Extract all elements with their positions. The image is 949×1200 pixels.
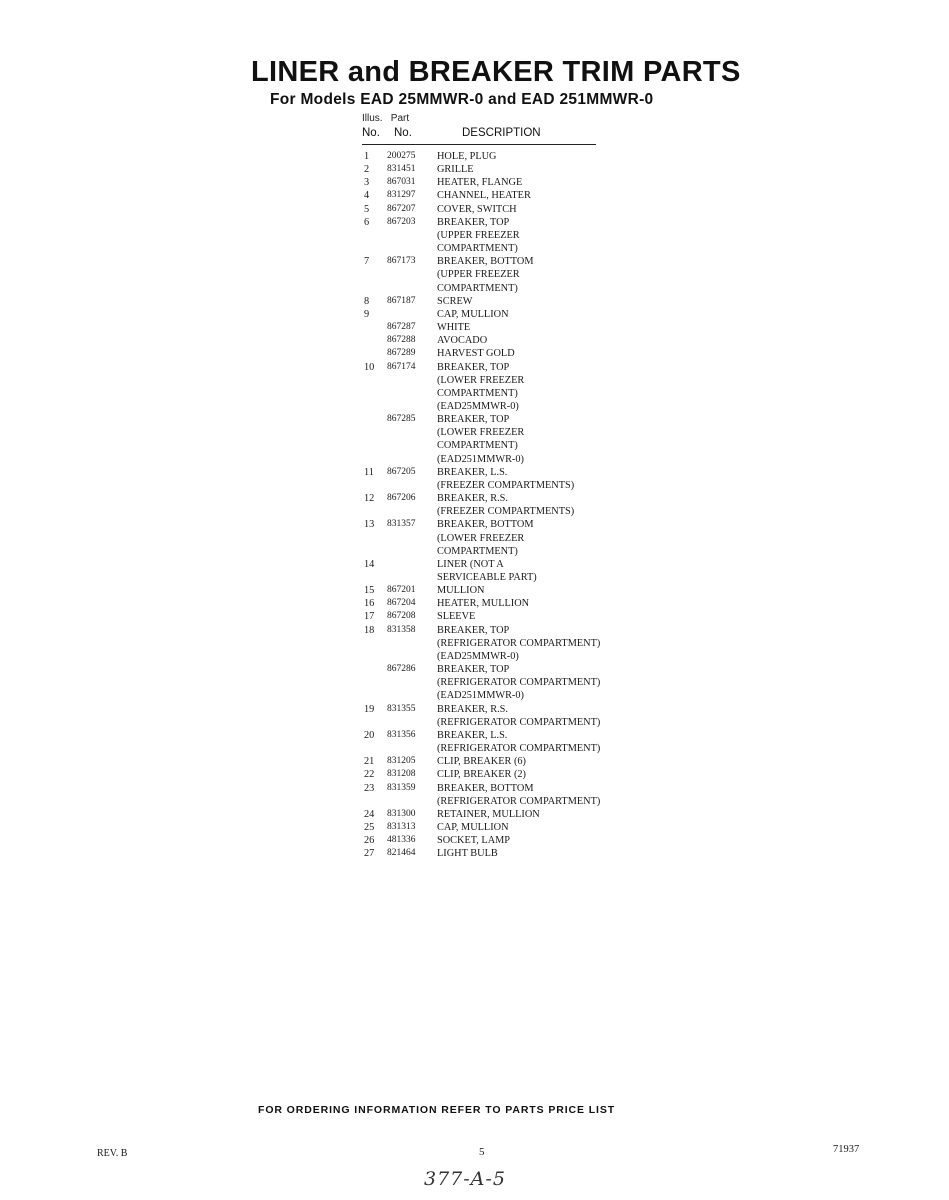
description-cell: BREAKER, TOP xyxy=(437,216,510,228)
part-no-cell: 831313 xyxy=(387,821,416,832)
illus-no-cell: 11 xyxy=(364,466,374,478)
description-cell: CAP, MULLION xyxy=(437,821,509,833)
description-cell: AVOCADO xyxy=(437,335,488,347)
page-title: LINER and BREAKER TRIM PARTS xyxy=(251,56,741,88)
description-header-label: DESCRIPTION xyxy=(462,127,541,139)
part-no-cell: 200275 xyxy=(387,151,416,161)
description-cell: (UPPER FREEZER xyxy=(437,269,520,281)
part-no-cell: 821464 xyxy=(387,848,416,859)
description-cell: BREAKER, BOTTOM xyxy=(437,256,534,268)
part-no-cell: 481336 xyxy=(387,835,416,846)
part-no-cell: 831300 xyxy=(387,808,416,819)
description-cell: (REFRIGERATOR COMPARTMENT) xyxy=(437,795,601,807)
description-cell: CLIP, BREAKER (6) xyxy=(437,756,526,768)
description-cell: (FREEZER COMPARTMENTS) xyxy=(437,506,575,518)
description-cell: CAP, MULLION xyxy=(437,308,509,320)
description-cell: (EAD251MMWR-0) xyxy=(437,453,524,465)
illus-header-label: Illus. xyxy=(362,113,383,124)
description-cell: (LOWER FREEZER xyxy=(437,427,525,439)
description-cell: (REFRIGERATOR COMPARTMENT) xyxy=(437,637,601,649)
part-no-cell: 867174 xyxy=(387,361,416,372)
part-no-cell: 867204 xyxy=(387,598,416,609)
description-cell: (REFRIGERATOR COMPARTMENT) xyxy=(437,677,601,689)
description-cell: WHITE xyxy=(437,322,471,334)
illus-no-cell: 18 xyxy=(364,624,375,636)
description-cell: LINER (NOT A xyxy=(437,558,504,570)
description-cell: (EAD25MMWR-0) xyxy=(437,400,519,412)
part-no-cell: 831356 xyxy=(387,729,416,740)
description-cell: BREAKER, TOP xyxy=(437,361,510,373)
part-no-cell: 831357 xyxy=(387,519,416,530)
illus-no-cell: 2 xyxy=(364,164,370,176)
illus-no-cell: 17 xyxy=(364,611,375,623)
description-cell: COMPARTMENT) xyxy=(437,387,518,399)
illus-no-cell: 16 xyxy=(364,598,375,610)
description-cell: CHANNEL, HEATER xyxy=(437,190,531,202)
description-cell: (EAD251MMWR-0) xyxy=(437,690,524,702)
page-number: 5 xyxy=(479,1146,485,1158)
illus-no-cell: 22 xyxy=(364,769,375,781)
description-cell: BREAKER, BOTTOM xyxy=(437,782,534,794)
illus-no-cell: 4 xyxy=(364,190,370,202)
table-header-line2 xyxy=(362,127,596,145)
description-cell: HEATER, MULLION xyxy=(437,598,530,610)
illus-no-cell: 1 xyxy=(364,151,370,162)
part-no-cell: 867289 xyxy=(387,348,416,359)
description-cell: BREAKER, BOTTOM xyxy=(437,519,534,531)
part-no-header-label: No. xyxy=(394,127,412,139)
illus-no-cell: 24 xyxy=(364,808,375,820)
part-no-cell: 867287 xyxy=(387,322,416,333)
part-no-cell: 867288 xyxy=(387,335,416,346)
description-cell: SERVICEABLE PART) xyxy=(437,572,537,583)
illus-no-cell: 27 xyxy=(364,848,375,860)
part-no-cell: 831205 xyxy=(387,756,416,767)
revision-label: REV. B xyxy=(97,1148,128,1159)
document-number: 71937 xyxy=(833,1144,860,1155)
illus-no-cell: 10 xyxy=(364,361,375,373)
description-cell: (REFRIGERATOR COMPARTMENT) xyxy=(437,716,601,728)
description-cell: COMPARTMENT) xyxy=(437,243,518,255)
illus-no-cell: 25 xyxy=(364,821,375,833)
part-no-cell: 831358 xyxy=(387,624,416,635)
description-cell: COVER, SWITCH xyxy=(437,203,517,215)
description-cell: SOCKET, LAMP xyxy=(437,835,511,847)
description-cell: HARVEST GOLD xyxy=(437,348,515,360)
description-cell: (UPPER FREEZER xyxy=(437,229,520,241)
description-cell: HEATER, FLANGE xyxy=(437,177,523,189)
part-no-cell: 831355 xyxy=(387,703,416,714)
description-cell: COMPARTMENT) xyxy=(437,282,518,294)
description-cell: LIGHT BULB xyxy=(437,848,498,860)
description-cell: CLIP, BREAKER (2) xyxy=(437,769,526,781)
description-cell: BREAKER, L.S. xyxy=(437,466,508,478)
description-cell: (LOWER FREEZER xyxy=(437,374,525,386)
part-no-cell: 867205 xyxy=(387,466,416,477)
part-no-cell: 831451 xyxy=(387,164,416,175)
description-cell: HOLE, PLUG xyxy=(437,151,497,162)
description-cell: BREAKER, L.S. xyxy=(437,729,508,741)
part-no-cell: 867286 xyxy=(387,664,416,675)
part-no-cell: 867206 xyxy=(387,493,416,504)
description-cell: BREAKER, TOP xyxy=(437,664,510,676)
illus-no-cell: 26 xyxy=(364,835,375,847)
part-no-cell: 867031 xyxy=(387,177,416,188)
part-no-cell: 867187 xyxy=(387,295,416,306)
description-cell: (EAD25MMWR-0) xyxy=(437,650,519,662)
illus-no-cell: 21 xyxy=(364,756,375,768)
description-cell: (FREEZER COMPARTMENTS) xyxy=(437,479,575,491)
illus-no-cell: 8 xyxy=(364,295,370,307)
models-subtitle: For Models EAD 25MMWR-0 and EAD 251MMWR-0 xyxy=(270,91,654,108)
description-cell: COMPARTMENT) xyxy=(437,440,518,452)
illus-no-cell: 14 xyxy=(364,558,375,570)
description-cell: BREAKER, TOP xyxy=(437,624,510,636)
table-header-line1 xyxy=(362,113,409,124)
illus-no-cell: 9 xyxy=(364,308,370,320)
part-no-cell: 831359 xyxy=(387,782,416,793)
part-header-label: Part xyxy=(390,113,410,124)
description-cell: (LOWER FREEZER xyxy=(437,532,525,544)
illus-no-cell: 7 xyxy=(364,256,370,268)
ordering-note: FOR ORDERING INFORMATION REFER TO PARTS PRICE LIST xyxy=(258,1104,616,1116)
description-cell: BREAKER, TOP xyxy=(437,414,510,426)
description-cell: SCREW xyxy=(437,295,473,307)
illus-no-cell: 3 xyxy=(364,177,370,189)
description-cell: RETAINER, MULLION xyxy=(437,808,540,820)
part-no-cell: 831297 xyxy=(387,190,416,201)
illus-no-cell: 5 xyxy=(364,203,370,215)
description-cell: GRILLE xyxy=(437,164,474,176)
part-no-cell: 867173 xyxy=(387,256,416,267)
handwritten-note: 377-A-5 xyxy=(424,1168,506,1190)
part-no-cell: 867208 xyxy=(387,611,416,622)
description-cell: COMPARTMENT) xyxy=(437,545,518,557)
illus-no-cell: 23 xyxy=(364,782,375,794)
part-no-cell: 831208 xyxy=(387,769,416,780)
part-no-cell: 867201 xyxy=(387,585,416,596)
description-cell: MULLION xyxy=(437,585,485,597)
description-cell: BREAKER, R.S. xyxy=(437,703,508,715)
illus-no-cell: 12 xyxy=(364,493,375,505)
illus-no-cell: 19 xyxy=(364,703,375,715)
description-cell: SLEEVE xyxy=(437,611,476,623)
description-cell: (REFRIGERATOR COMPARTMENT) xyxy=(437,743,601,755)
part-no-cell: 867207 xyxy=(387,203,416,214)
description-cell: BREAKER, R.S. xyxy=(437,493,508,505)
illus-no-cell: 20 xyxy=(364,729,375,741)
illus-no-cell: 15 xyxy=(364,585,375,597)
illus-no-cell: 13 xyxy=(364,519,375,531)
part-no-cell: 867203 xyxy=(387,216,416,227)
no-header-label: No. xyxy=(362,127,380,139)
illus-no-cell: 6 xyxy=(364,216,370,228)
part-no-cell: 867285 xyxy=(387,414,416,425)
